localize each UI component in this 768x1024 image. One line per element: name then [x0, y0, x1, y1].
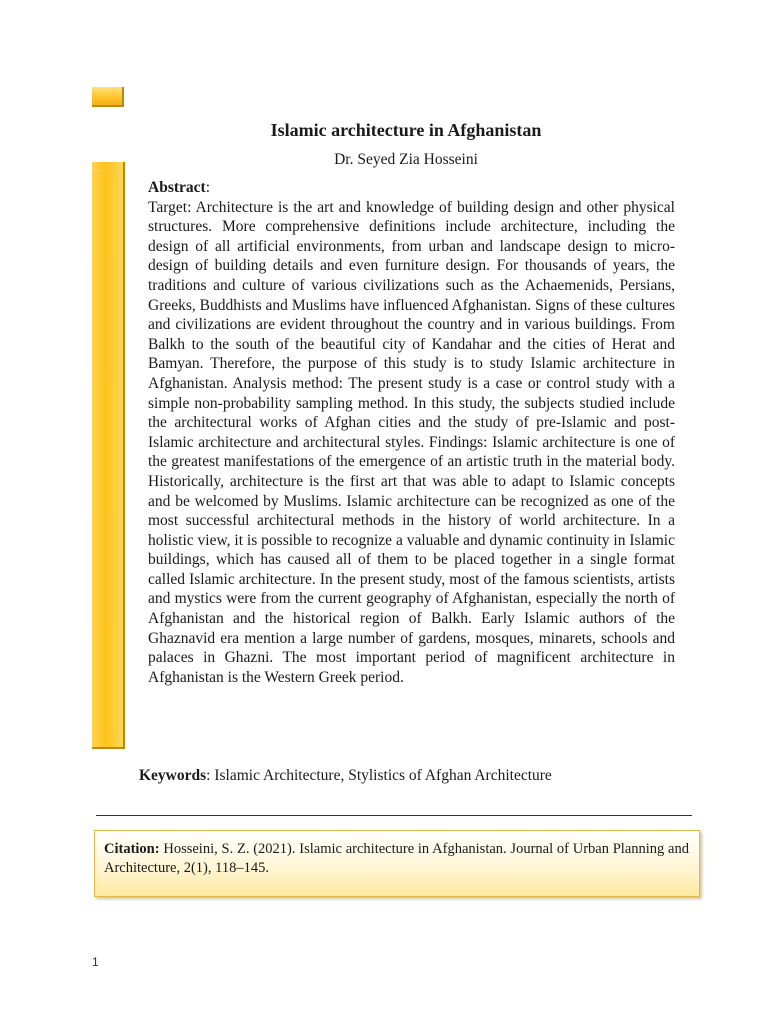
citation-label: Citation:	[104, 841, 160, 857]
keywords-label: Keywords	[139, 767, 207, 784]
keywords-line	[139, 767, 699, 785]
paper-title: Islamic architecture in Afghanistan	[270, 120, 542, 140]
horizontal-divider	[96, 815, 692, 816]
citation-box	[94, 830, 700, 897]
keywords-list: : Islamic Architecture, Stylistics of Afghan Architecture	[206, 767, 552, 784]
author-name: Dr. Seyed Zia Hosseini	[334, 151, 478, 168]
abstract-heading	[148, 178, 675, 198]
abstract-colon: :	[205, 179, 210, 196]
decorative-accent-tab	[92, 87, 124, 107]
abstract-body: Target: Architecture is the art and knowledge of building design and other physical structures. More comprehensive definitions include architecture, including the design of all artificial environments, from urban and landscape design to micro-design of building details and even furniture design. For thousands of years, the traditions and culture of various civilizations such as the Achaemenids, Persians, Greeks, Buddhists and Muslims have influenced Afghanistan. Signs of these cultures and civilizations are evident throughout the country and in various buildings. From Balkh to the south of the beautiful city of Kandahar and the cities of Herat and Bamyan. Therefore, the purpose of this study is to study Islamic architecture in Afghanistan. Analysis method: The present study is a case or control study with a simple non-probability sampling method. In this study, the subjects studied include the architectural works of Afghan cities and the study of pre-Islamic and post-Islamic architecture and architectural styles. Findings: Islamic architecture is one of the greatest manifestations of the emergence of an artistic truth in the material body. Historically, architecture is the first art that was able to adapt to Islamic concepts and be welcomed by Muslims. Islamic architecture can be recognized as one of the most successful architectural methods in the history of world architecture. In a holistic view, it is possible to recognize a valuable and dynamic continuity in Islamic buildings, which has caused all of them to be placed together in a single format called Islamic architecture. In the present study, most of the famous scientists, artists and mystics were from the current geography of Afghanistan, especially the north of Afghanistan and the historical region of Balkh. Early Islamic authors of the Ghaznavid era mention a large number of gardens, mosques, minarets, schools and palaces in Ghazni. The most important period of magnificent architecture in Afghanistan is the Western Greek period.	[148, 198, 675, 686]
abstract-section	[148, 178, 675, 687]
decorative-side-bar	[92, 162, 125, 749]
page-number: 1	[92, 955, 99, 969]
citation-text: Hosseini, S. Z. (2021). Islamic architecture in Afghanistan. Journal of Urban Planning and Architecture, 2(1), 118–145.	[104, 841, 689, 876]
abstract-label: Abstract	[148, 179, 206, 196]
